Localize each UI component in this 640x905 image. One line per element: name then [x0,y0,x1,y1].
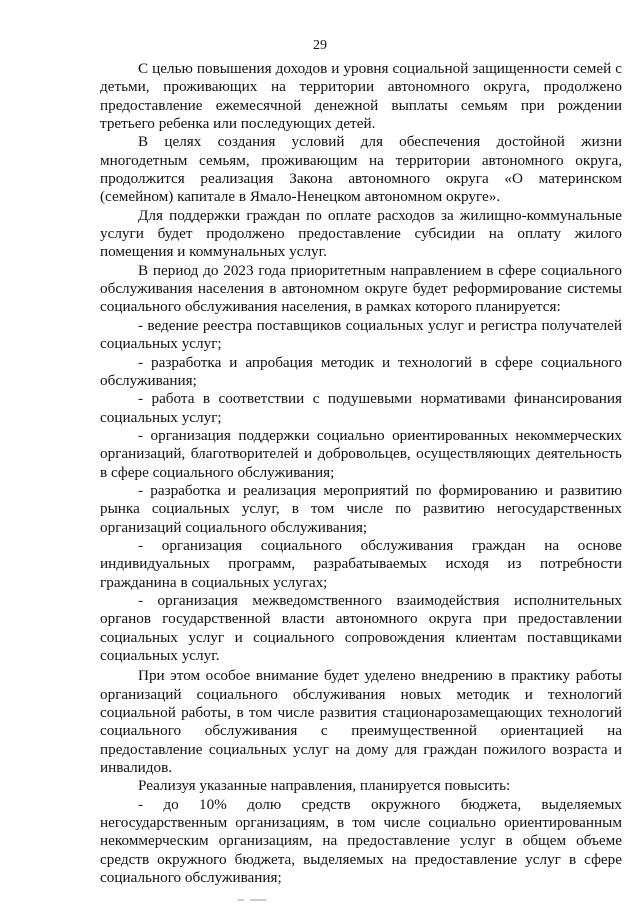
paragraph-social-service-reform: В период до 2023 года приоритетным направлением в сфере социального обслуживания населения в автономном округе будет реформирование системы социального обслуживания населения, в рамках которого планируется: [100,261,622,316]
paragraph-large-families: В целях создания условий для обеспечения достойной жизни многодетным семьям, проживающим на территории автономного округа, продолжится реализация Закона автономного округа «О материнском (семейном) капитале в Ямало-Ненецком автономном округе». [100,133,622,206]
list-item-interagency-cooperation: - организация межведомственного взаимодействия исполнительных органов государственной власти автономного округа при предоставлении социальных услуг и социального сопровождения клиентам поставщиками социальных услуг. [100,591,622,664]
paragraph-housing-subsidy: Для поддержки граждан по оплате расходов за жилищно-коммунальные услуги будет продолжено предоставление субсидии на оплату жилого помещения и коммунальных услуг. [100,206,622,261]
list-item-market-development: - разработка и реализация мероприятий по формированию и развитию рынка социальных услуг, в том числе по развитию негосударственных организаций социального обслуживания; [100,481,622,536]
paragraph-family-income: С целью повышения доходов и уровня социальной защищенности семей с детьми, проживающих на территории автономного округа, продолжено предоставление ежемесячной денежной выплаты семьям при рождении третьего ребенка или последующих детей. [100,60,622,133]
list-item-methods-development: - разработка и апробация методик и технологий в сфере социального обслуживания; [100,353,622,389]
paragraph-plan-increase: Реализуя указанные направления, планируется повысить: [138,777,511,795]
document-body [100,60,622,887]
list-item-per-capita-funding: - работа в соответствии с подушевыми нормативами финансирования социальных услуг; [100,390,622,426]
paragraph-special-attention: При этом особое внимание будет уделено внедрению в практику работы организаций социального обслуживания новых методик и технологий социальной работы, в том числе развития стационарозамещающих технологий социального обслуживания с преимущественной ориентацией на предоставление социальных услуг на дому для граждан пожилого возраста и инвалидов. [100,667,622,777]
list-item-budget-share: - до 10% долю средств окружного бюджета, выделяемых негосударственным организациям, в том числе социально ориентированным некоммерческим организациям, на предоставление услуг в общем объеме средств окружного бюджета, выделяемых на предоставление услуг в сфере социального обслуживания; [100,795,622,887]
list-item-nonprofit-support: - организация поддержки социально ориентированных некоммерческих организаций, благотворителей и добровольцев, осуществляющих деятельность в сфере социального обслуживания; [100,426,622,481]
list-item-provider-registry: - ведение реестра поставщиков социальных услуг и регистра получателей социальных услуг; [100,316,622,353]
scan-edge-marks [0,897,640,903]
page-number: 29 [313,38,327,53]
list-item-individual-programs: - организация социального обслуживания граждан на основе индивидуальных программ, разрабатываемых исходя из потребности гражданина в социальных услугах; [100,536,622,591]
